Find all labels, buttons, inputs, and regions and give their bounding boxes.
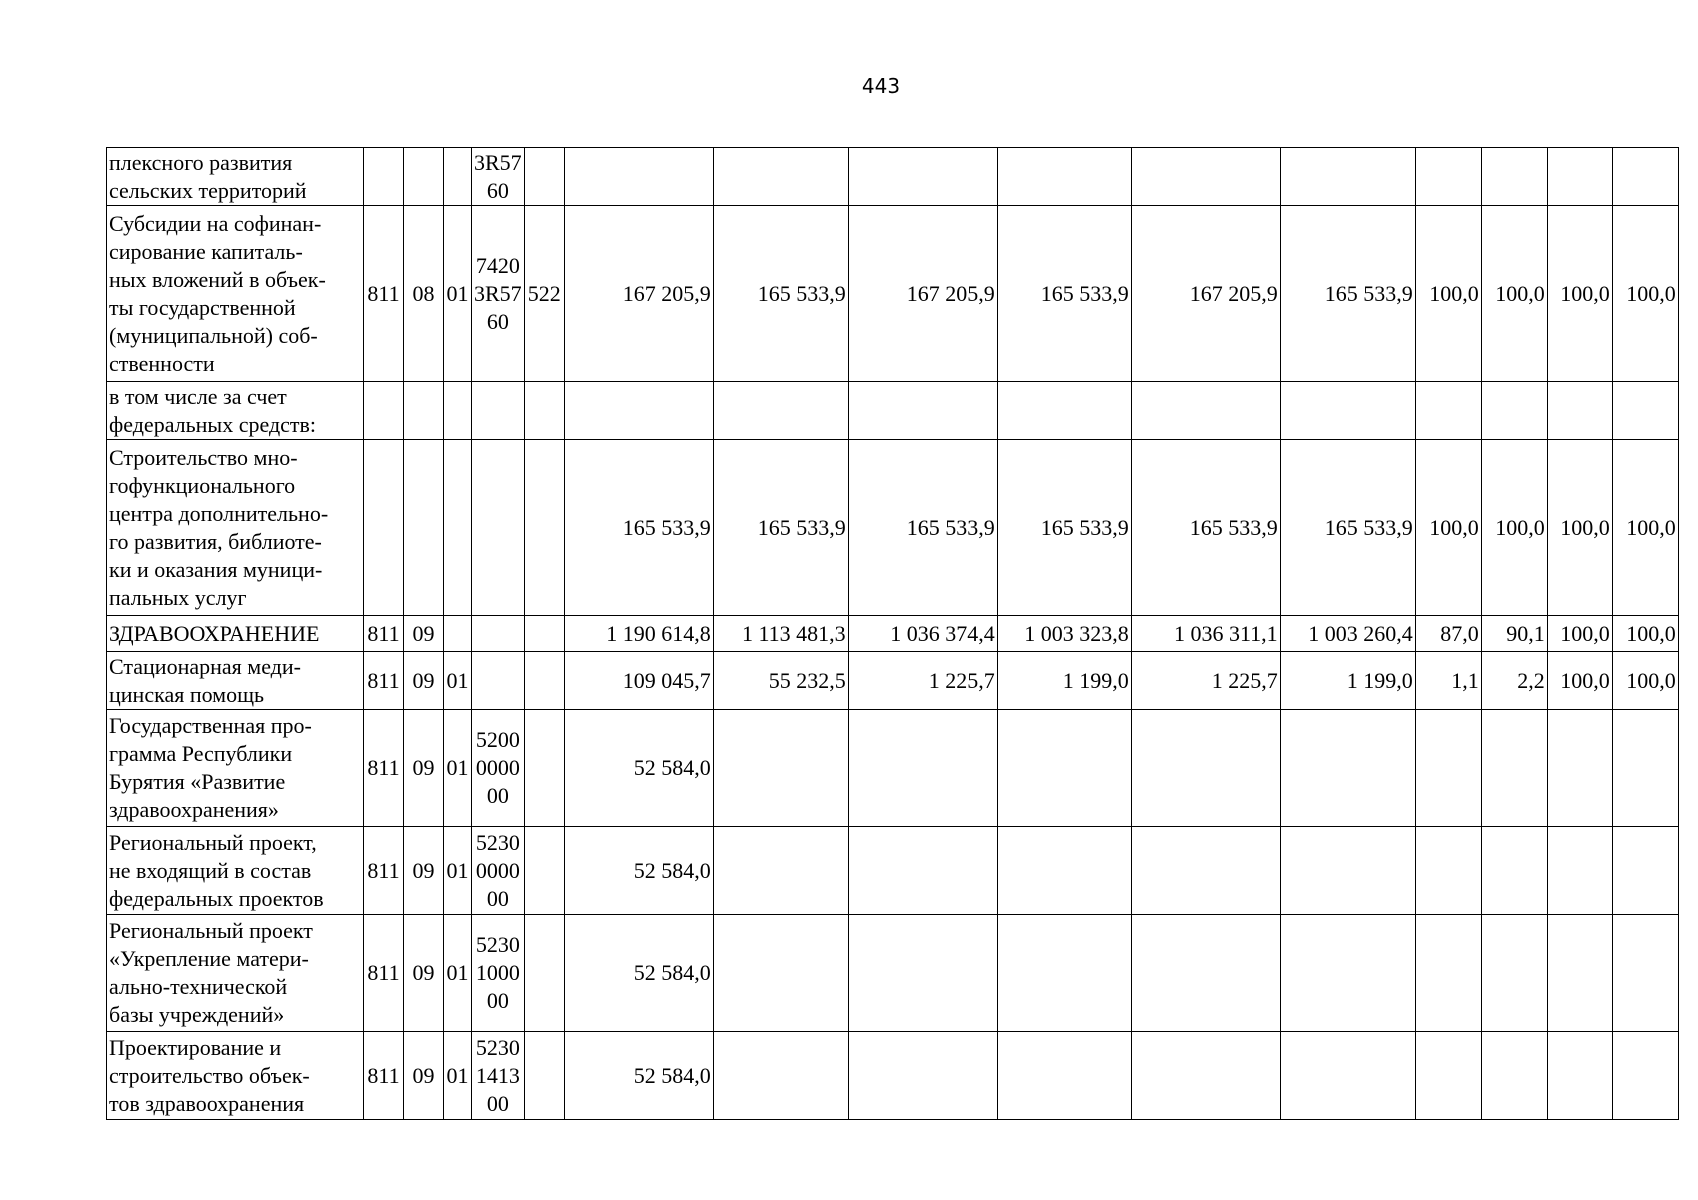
cell-rz [404, 440, 444, 616]
cell-percent-1 [1415, 915, 1481, 1032]
cell-amount-4 [997, 915, 1131, 1032]
cell-amount-1 [564, 382, 713, 440]
cell-amount-2 [713, 827, 848, 915]
cell-amount-1: 52 584,0 [564, 710, 713, 827]
cell-amount-2: 165 533,9 [713, 206, 848, 382]
cell-gr: 811 [364, 827, 404, 915]
cell-amount-4: 165 533,9 [997, 440, 1131, 616]
cell-rz: 09 [404, 827, 444, 915]
cell-csr: 5230 0000 00 [472, 827, 525, 915]
cell-percent-3 [1547, 915, 1612, 1032]
cell-pr: 01 [444, 1032, 472, 1120]
cell-amount-5 [1131, 148, 1280, 206]
cell-percent-1 [1415, 1032, 1481, 1120]
cell-amount-4: 1 003 323,8 [997, 616, 1131, 652]
cell-pr [444, 382, 472, 440]
cell-percent-2 [1481, 382, 1547, 440]
cell-percent-3 [1547, 827, 1612, 915]
cell-percent-1 [1415, 710, 1481, 827]
table-row [107, 915, 1679, 1032]
cell-csr [472, 616, 525, 652]
cell-vr [524, 652, 564, 710]
cell-gr: 811 [364, 915, 404, 1032]
cell-amount-6: 1 199,0 [1280, 652, 1415, 710]
cell-percent-3: 100,0 [1547, 652, 1612, 710]
cell-pr [444, 148, 472, 206]
row-name: в том числе за счет федеральных средств: [107, 382, 364, 440]
cell-amount-5: 167 205,9 [1131, 206, 1280, 382]
cell-pr: 01 [444, 827, 472, 915]
cell-gr: 811 [364, 206, 404, 382]
cell-gr [364, 440, 404, 616]
cell-amount-2 [713, 1032, 848, 1120]
cell-amount-3: 1 036 374,4 [848, 616, 997, 652]
cell-percent-4 [1612, 915, 1678, 1032]
cell-percent-3 [1547, 148, 1612, 206]
cell-percent-1: 100,0 [1415, 206, 1481, 382]
cell-amount-5 [1131, 827, 1280, 915]
cell-amount-5: 1 036 311,1 [1131, 616, 1280, 652]
cell-amount-1 [564, 148, 713, 206]
cell-csr [472, 440, 525, 616]
cell-amount-3 [848, 827, 997, 915]
cell-amount-1: 109 045,7 [564, 652, 713, 710]
cell-gr: 811 [364, 652, 404, 710]
cell-percent-3 [1547, 710, 1612, 827]
cell-gr [364, 148, 404, 206]
row-name: Строительство мно- гофункционального центра дополнительно- го развития, библиоте- ки и оказания муници- пальных услуг [107, 440, 364, 616]
cell-amount-5 [1131, 710, 1280, 827]
cell-amount-6: 165 533,9 [1280, 206, 1415, 382]
cell-amount-5 [1131, 915, 1280, 1032]
table-row [107, 827, 1679, 915]
cell-vr: 522 [524, 206, 564, 382]
cell-amount-3 [848, 915, 997, 1032]
cell-amount-6: 165 533,9 [1280, 440, 1415, 616]
cell-rz: 09 [404, 915, 444, 1032]
row-name: Проектирование и строительство объек- тов здравоохранения [107, 1032, 364, 1120]
cell-percent-1: 87,0 [1415, 616, 1481, 652]
cell-csr: 3R57 60 [472, 148, 525, 206]
cell-pr [444, 440, 472, 616]
cell-amount-3 [848, 1032, 997, 1120]
row-name: Субсидии на софинан- сирование капиталь- ных вложений в объек- ты государственной (муниципальной) соб- ственности [107, 206, 364, 382]
cell-amount-1: 52 584,0 [564, 1032, 713, 1120]
cell-pr: 01 [444, 710, 472, 827]
row-name: Региональный проект, не входящий в состав федеральных проектов [107, 827, 364, 915]
cell-amount-2 [713, 710, 848, 827]
cell-rz: 09 [404, 710, 444, 827]
cell-vr [524, 440, 564, 616]
cell-amount-3 [848, 710, 997, 827]
cell-amount-5: 165 533,9 [1131, 440, 1280, 616]
cell-rz: 08 [404, 206, 444, 382]
cell-gr: 811 [364, 710, 404, 827]
page-number: 443 [861, 74, 901, 98]
cell-pr [444, 616, 472, 652]
cell-amount-1: 1 190 614,8 [564, 616, 713, 652]
cell-gr: 811 [364, 616, 404, 652]
cell-percent-3 [1547, 382, 1612, 440]
cell-vr [524, 710, 564, 827]
cell-percent-2 [1481, 915, 1547, 1032]
cell-amount-2 [713, 915, 848, 1032]
table-row [107, 1032, 1679, 1120]
cell-pr: 01 [444, 915, 472, 1032]
cell-gr [364, 382, 404, 440]
cell-amount-1: 165 533,9 [564, 440, 713, 616]
cell-percent-4: 100,0 [1612, 206, 1678, 382]
row-name: Государственная про- грамма Республики Бурятия «Развитие здравоохранения» [107, 710, 364, 827]
table-row [107, 652, 1679, 710]
cell-amount-5: 1 225,7 [1131, 652, 1280, 710]
cell-percent-1 [1415, 148, 1481, 206]
cell-percent-4: 100,0 [1612, 616, 1678, 652]
cell-amount-4: 1 199,0 [997, 652, 1131, 710]
table-row [107, 616, 1679, 652]
cell-percent-4 [1612, 1032, 1678, 1120]
cell-amount-6 [1280, 382, 1415, 440]
cell-amount-2: 1 113 481,3 [713, 616, 848, 652]
cell-percent-3 [1547, 1032, 1612, 1120]
cell-amount-6 [1280, 827, 1415, 915]
cell-amount-2 [713, 382, 848, 440]
cell-percent-1 [1415, 827, 1481, 915]
cell-percent-2 [1481, 148, 1547, 206]
cell-percent-4: 100,0 [1612, 652, 1678, 710]
cell-amount-4 [997, 1032, 1131, 1120]
cell-amount-3 [848, 382, 997, 440]
cell-percent-2: 90,1 [1481, 616, 1547, 652]
row-name: Стационарная меди- цинская помощь [107, 652, 364, 710]
budget-table [106, 147, 1679, 1120]
cell-percent-3: 100,0 [1547, 206, 1612, 382]
row-name: Региональный проект «Укрепление матери- ально-технической базы учреждений» [107, 915, 364, 1032]
cell-percent-2: 2,2 [1481, 652, 1547, 710]
cell-vr [524, 827, 564, 915]
cell-percent-4 [1612, 827, 1678, 915]
cell-vr [524, 382, 564, 440]
cell-amount-6 [1280, 1032, 1415, 1120]
cell-vr [524, 148, 564, 206]
cell-amount-1: 167 205,9 [564, 206, 713, 382]
cell-csr [472, 652, 525, 710]
cell-rz: 09 [404, 616, 444, 652]
cell-amount-4 [997, 148, 1131, 206]
table-row [107, 710, 1679, 827]
cell-gr: 811 [364, 1032, 404, 1120]
cell-percent-4 [1612, 710, 1678, 827]
table-row [107, 382, 1679, 440]
cell-percent-4 [1612, 382, 1678, 440]
cell-percent-3: 100,0 [1547, 616, 1612, 652]
cell-csr: 5200 0000 00 [472, 710, 525, 827]
cell-amount-6: 1 003 260,4 [1280, 616, 1415, 652]
cell-vr [524, 1032, 564, 1120]
cell-percent-2: 100,0 [1481, 206, 1547, 382]
cell-percent-4: 100,0 [1612, 440, 1678, 616]
cell-rz: 09 [404, 652, 444, 710]
cell-rz [404, 382, 444, 440]
cell-amount-6 [1280, 915, 1415, 1032]
cell-percent-1 [1415, 382, 1481, 440]
cell-percent-2 [1481, 710, 1547, 827]
cell-amount-4 [997, 382, 1131, 440]
cell-percent-3: 100,0 [1547, 440, 1612, 616]
cell-amount-6 [1280, 710, 1415, 827]
cell-amount-1: 52 584,0 [564, 915, 713, 1032]
cell-vr [524, 915, 564, 1032]
cell-percent-2 [1481, 1032, 1547, 1120]
table-row [107, 148, 1679, 206]
cell-amount-4: 165 533,9 [997, 206, 1131, 382]
cell-percent-1: 100,0 [1415, 440, 1481, 616]
cell-amount-3: 1 225,7 [848, 652, 997, 710]
cell-percent-2 [1481, 827, 1547, 915]
cell-amount-2: 165 533,9 [713, 440, 848, 616]
cell-amount-2 [713, 148, 848, 206]
cell-percent-2: 100,0 [1481, 440, 1547, 616]
cell-amount-3: 167 205,9 [848, 206, 997, 382]
cell-amount-5 [1131, 1032, 1280, 1120]
cell-csr [472, 382, 525, 440]
cell-pr: 01 [444, 206, 472, 382]
cell-amount-4 [997, 827, 1131, 915]
cell-amount-3 [848, 148, 997, 206]
cell-csr: 7420 3R57 60 [472, 206, 525, 382]
cell-csr: 5230 1000 00 [472, 915, 525, 1032]
cell-rz [404, 148, 444, 206]
cell-amount-4 [997, 710, 1131, 827]
cell-csr: 5230 1413 00 [472, 1032, 525, 1120]
cell-percent-4 [1612, 148, 1678, 206]
cell-vr [524, 616, 564, 652]
row-name: плексного развития сельских территорий [107, 148, 364, 206]
cell-amount-1: 52 584,0 [564, 827, 713, 915]
cell-rz: 09 [404, 1032, 444, 1120]
cell-pr: 01 [444, 652, 472, 710]
table-row [107, 206, 1679, 382]
cell-amount-3: 165 533,9 [848, 440, 997, 616]
cell-percent-1: 1,1 [1415, 652, 1481, 710]
table-row [107, 440, 1679, 616]
row-name: ЗДРАВООХРАНЕНИЕ [107, 616, 364, 652]
cell-amount-6 [1280, 148, 1415, 206]
cell-amount-2: 55 232,5 [713, 652, 848, 710]
cell-amount-5 [1131, 382, 1280, 440]
